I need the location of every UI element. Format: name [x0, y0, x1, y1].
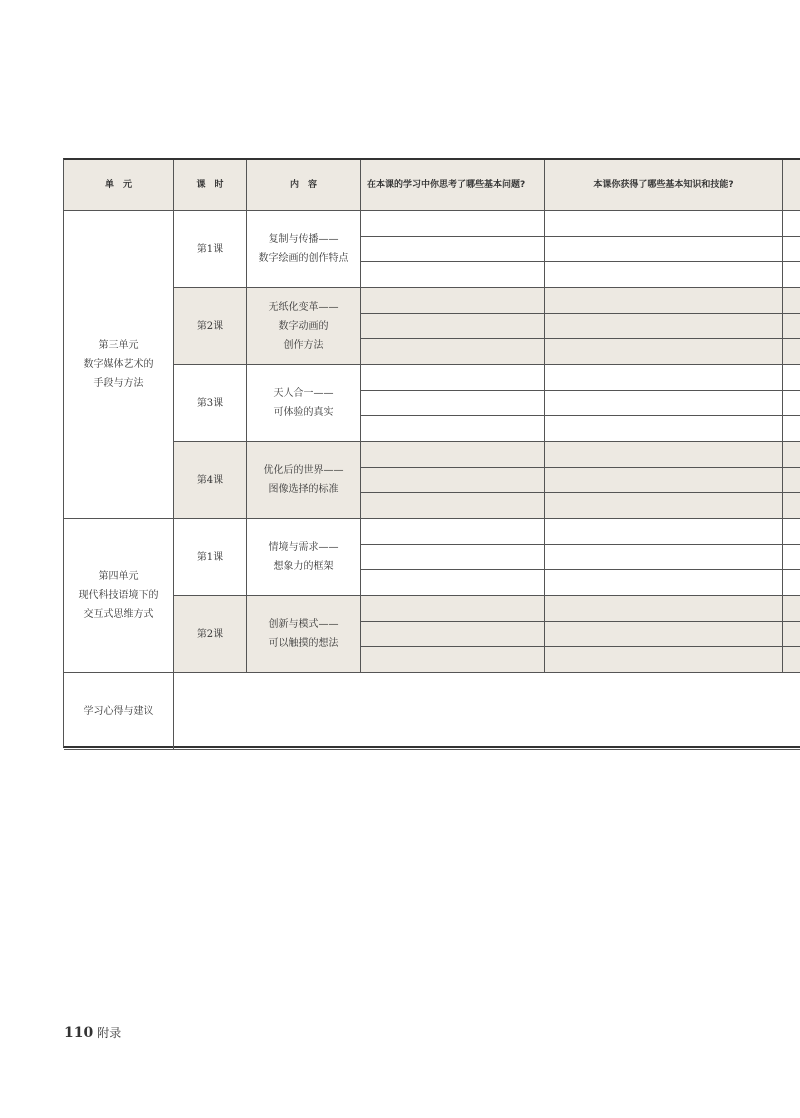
answer-line[interactable]: [545, 314, 783, 340]
answer-line[interactable]: [545, 442, 783, 468]
answer-line[interactable]: [361, 519, 545, 545]
lesson-content: [247, 519, 361, 596]
answer-line[interactable]: [545, 365, 783, 391]
answer-line[interactable]: [361, 288, 545, 314]
notes-label: [64, 673, 174, 750]
lesson-label: [174, 442, 247, 519]
answer-line[interactable]: [361, 262, 545, 288]
answer-line[interactable]: [545, 339, 783, 365]
lesson-content-text: 情境与需求—— 想象力的框架: [268, 542, 339, 572]
lesson-content-text: 优化后的世界—— 图像选择的标准: [263, 465, 344, 495]
lesson-label-text: 第3课: [196, 397, 224, 409]
header-skills-text: 本课你获得了哪些基本知识和技能?: [593, 179, 734, 190]
answer-line[interactable]: [361, 365, 545, 391]
answer-line[interactable]: [545, 211, 783, 237]
header-question-text: 在本课的学习中你思考了哪些基本问题?: [367, 179, 526, 190]
answer-line[interactable]: [545, 647, 783, 673]
lesson-label-text: 第1课: [196, 551, 224, 563]
header-unit-text: 单 元: [104, 179, 132, 190]
answer-line[interactable]: [783, 519, 800, 545]
answer-line[interactable]: [361, 647, 545, 673]
answer-line[interactable]: [545, 622, 783, 648]
answer-line[interactable]: [783, 391, 800, 417]
page-number: 110: [64, 1025, 94, 1041]
answer-line[interactable]: [361, 596, 545, 622]
answer-line[interactable]: [783, 416, 800, 442]
lesson-label-text: 第1课: [196, 243, 224, 255]
answer-line[interactable]: [361, 237, 545, 263]
answer-line[interactable]: [783, 339, 800, 365]
lesson-label: [174, 288, 247, 365]
answer-line[interactable]: [545, 391, 783, 417]
answer-line[interactable]: [361, 391, 545, 417]
answer-line[interactable]: [783, 647, 800, 673]
answer-line[interactable]: [545, 570, 783, 596]
answer-line[interactable]: [783, 545, 800, 571]
answer-line[interactable]: [545, 493, 783, 519]
notes-field[interactable]: [174, 673, 800, 750]
answer-line[interactable]: [783, 262, 800, 288]
section-name: 附录: [97, 1026, 122, 1040]
answer-line[interactable]: [545, 416, 783, 442]
answer-line[interactable]: [361, 442, 545, 468]
unit-cell-text: 第四单元 现代科技语境下的 交互式思维方式: [78, 571, 159, 620]
answer-line[interactable]: [361, 416, 545, 442]
answer-line[interactable]: [783, 442, 800, 468]
answer-line[interactable]: [545, 262, 783, 288]
answer-line[interactable]: [783, 468, 800, 494]
lesson-content-text: 无纸化变革—— 数字动画的 创作方法: [268, 301, 339, 351]
lesson-label-text: 第2课: [196, 320, 224, 332]
lesson-content-text: 天人合一—— 可体验的真实: [273, 388, 334, 418]
answer-line[interactable]: [783, 596, 800, 622]
unit-cell: [64, 211, 174, 519]
answer-line[interactable]: [545, 288, 783, 314]
lesson-label: [174, 211, 247, 288]
answer-line[interactable]: [783, 237, 800, 263]
answer-line[interactable]: [783, 493, 800, 519]
lesson-content: [247, 596, 361, 673]
lesson-content: [247, 288, 361, 365]
answer-line[interactable]: [545, 468, 783, 494]
header-skills: [545, 160, 783, 211]
answer-line[interactable]: [361, 545, 545, 571]
lesson-content-text: 创新与模式—— 可以触摸的想法: [268, 619, 339, 649]
answer-line[interactable]: [545, 545, 783, 571]
lesson-content: [247, 442, 361, 519]
answer-line[interactable]: [361, 339, 545, 365]
lesson-content-text: 复制与传播—— 数字绘画的创作特点: [258, 234, 349, 264]
page-footer: [64, 1024, 121, 1041]
answer-line[interactable]: [783, 288, 800, 314]
answer-line[interactable]: [783, 570, 800, 596]
answer-line[interactable]: [361, 493, 545, 519]
header-extra: [783, 160, 800, 211]
lesson-label: [174, 365, 247, 442]
unit-cell-text: 第三单元 数字媒体艺术的 手段与方法: [83, 340, 154, 389]
header-lesson-text: 课 时: [196, 179, 224, 190]
answer-line[interactable]: [545, 237, 783, 263]
answer-line[interactable]: [783, 211, 800, 237]
answer-line[interactable]: [545, 596, 783, 622]
lesson-content: [247, 365, 361, 442]
header-unit: [64, 160, 174, 211]
answer-line[interactable]: [783, 365, 800, 391]
lesson-label-text: 第2课: [196, 628, 224, 640]
lesson-label-text: 第4课: [196, 474, 224, 486]
answer-line[interactable]: [783, 622, 800, 648]
answer-line[interactable]: [361, 211, 545, 237]
answer-line[interactable]: [545, 519, 783, 545]
header-content-text: 内 容: [289, 179, 317, 190]
lesson-label: [174, 519, 247, 596]
course-reflection-table: [63, 158, 800, 748]
answer-line[interactable]: [361, 622, 545, 648]
header-question: [361, 160, 545, 211]
lesson-label: [174, 596, 247, 673]
header-lesson: [174, 160, 247, 211]
lesson-content: [247, 211, 361, 288]
header-content: [247, 160, 361, 211]
answer-line[interactable]: [783, 314, 800, 340]
answer-line[interactable]: [361, 314, 545, 340]
answer-line[interactable]: [361, 468, 545, 494]
notes-label-text: 学习心得与建议: [83, 705, 154, 717]
unit-cell: [64, 519, 174, 673]
answer-line[interactable]: [361, 570, 545, 596]
